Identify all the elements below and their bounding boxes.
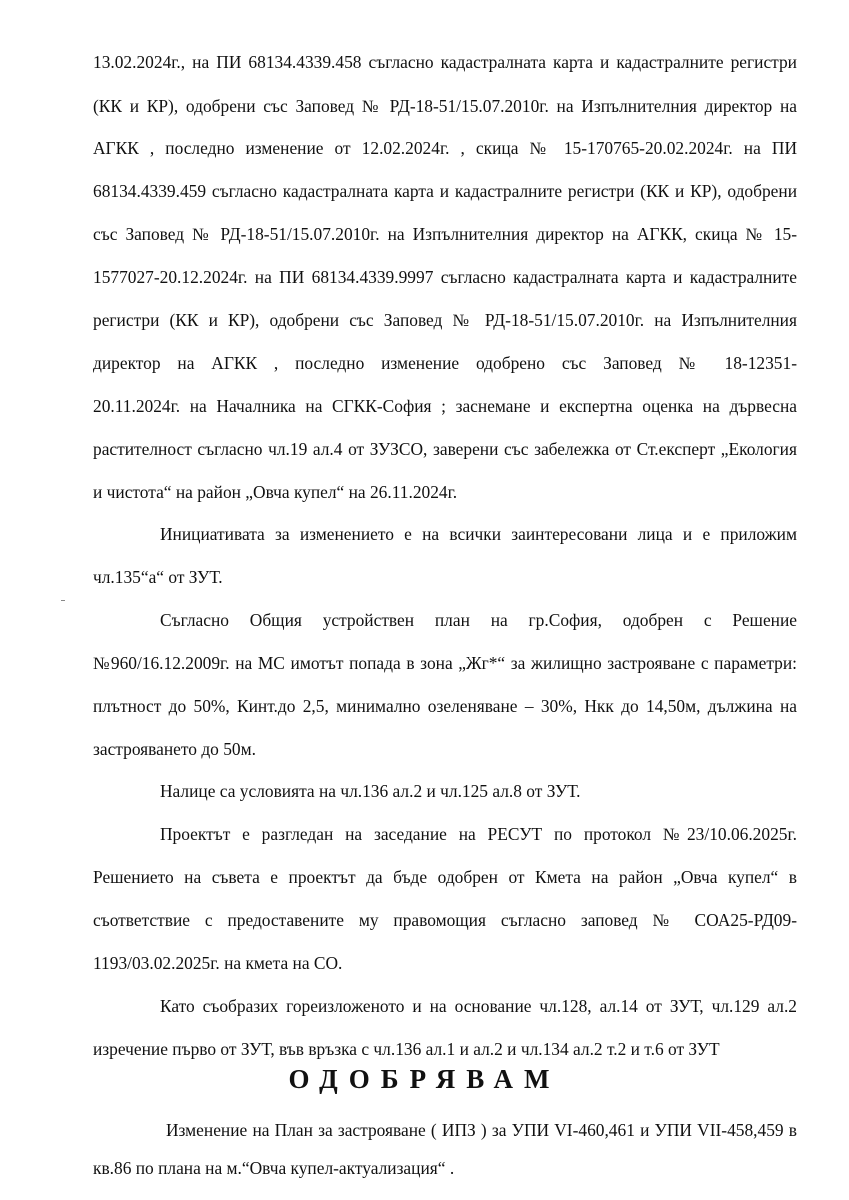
paragraph-1-line-5: със Заповед № РД-18-51/15.07.2010г. на Изпълнителния директор на АГКК, скица № 15-	[93, 224, 797, 244]
paragraph-2-line-2: чл.135“а“ от ЗУТ.	[93, 567, 223, 587]
paragraph-1-line-11: и чистота“ на район „Овча купел“ на 26.11.2024г.	[93, 482, 458, 502]
decision-line-2: кв.86 по плана на м.“Овча купел-актуализация“ .	[93, 1158, 455, 1178]
paragraph-5-line-3: съответствие с предоставените му правомощия съгласно заповед № СОА25-РД09-	[93, 910, 797, 930]
paragraph-1-line-8: директор на АГКК , последно изменение одобрено със Заповед № 18-12351-	[93, 353, 797, 373]
paragraph-5-line-4: 1193/03.02.2025г. на кмета на СО.	[93, 953, 343, 973]
paragraph-6-line-2: изречение първо от ЗУТ, във връзка с чл.136 ал.1 и ал.2 и чл.134 ал.2 т.2 и т.6 от ЗУТ	[93, 1039, 720, 1059]
paragraph-1-line-6: 1577027-20.12.2024г. на ПИ 68134.4339.9997 съгласно кадастралната карта и кадастралните	[93, 267, 797, 287]
paragraph-1-line-2: (КК и КР), одобрени със Заповед № РД-18-51/15.07.2010г. на Изпълнителния директор на	[93, 96, 797, 116]
paragraph-1-line-3: АГКК , последно изменение от 12.02.2024г. , скица № 15-170765-20.02.2024г. на ПИ	[93, 138, 797, 158]
paragraph-3-line-1: Съгласно Общия устройствен план на гр.София, одобрен с Решение	[160, 610, 797, 630]
approval-heading: ОДОБРЯВАМ	[288, 1064, 561, 1094]
paragraph-1-line-10: растителност съгласно чл.19 ал.4 от ЗУЗСО, заверени със забележка от Ст.експерт „Екология	[93, 439, 797, 459]
paragraph-1-line-7: регистри (КК и КР), одобрени със Заповед № РД-18-51/15.07.2010г. на Изпълнителния	[93, 310, 797, 330]
paragraph-2-line-1: Инициативата за изменението е на всички заинтересовани лица и е приложим	[160, 524, 797, 544]
paragraph-3-line-2: №960/16.12.2009г. на МС имотът попада в зона „Жг*“ за жилищно застрояване с параметри:	[93, 653, 797, 673]
paragraph-1-line-1: 13.02.2024г., на ПИ 68134.4339.458 съгласно кадастралната карта и кадастралните регистри	[93, 52, 797, 72]
paragraph-6-line-1: Като съобразих гореизложеното и на основание чл.128, ал.14 от ЗУТ, чл.129 ал.2	[160, 996, 797, 1016]
paragraph-5-line-2: Решението на съвета е проектът да бъде одобрен от Кмета на район „Овча купел“ в	[93, 867, 797, 887]
paragraph-3-line-4: застрояването до 50м.	[93, 739, 256, 759]
paragraph-5-line-1: Проектът е разгледан на заседание на РЕСУТ по протокол №23/10.06.2025г.	[160, 824, 797, 844]
paragraph-1-line-9: 20.11.2024г. на Началника на СГКК-София ; заснемане и експертна оценка на дървесна	[93, 396, 797, 416]
paragraph-3-line-3: плътност до 50%, Кинт.до 2,5, минимално озеленяване – 30%, Нкк до 14,50м, дължина на	[93, 696, 797, 716]
margin-mark	[61, 600, 65, 601]
decision-line-1: Изменение на План за застрояване ( ИПЗ ) за УПИ VI-460,461 и УПИ VII-458,459 в	[166, 1120, 797, 1140]
paragraph-4-line-1: Налице са условията на чл.136 ал.2 и чл.125 ал.8 от ЗУТ.	[160, 781, 581, 801]
paragraph-1-line-4: 68134.4339.459 съгласно кадастралната карта и кадастралните регистри (КК и КР), одобрени	[93, 181, 797, 201]
